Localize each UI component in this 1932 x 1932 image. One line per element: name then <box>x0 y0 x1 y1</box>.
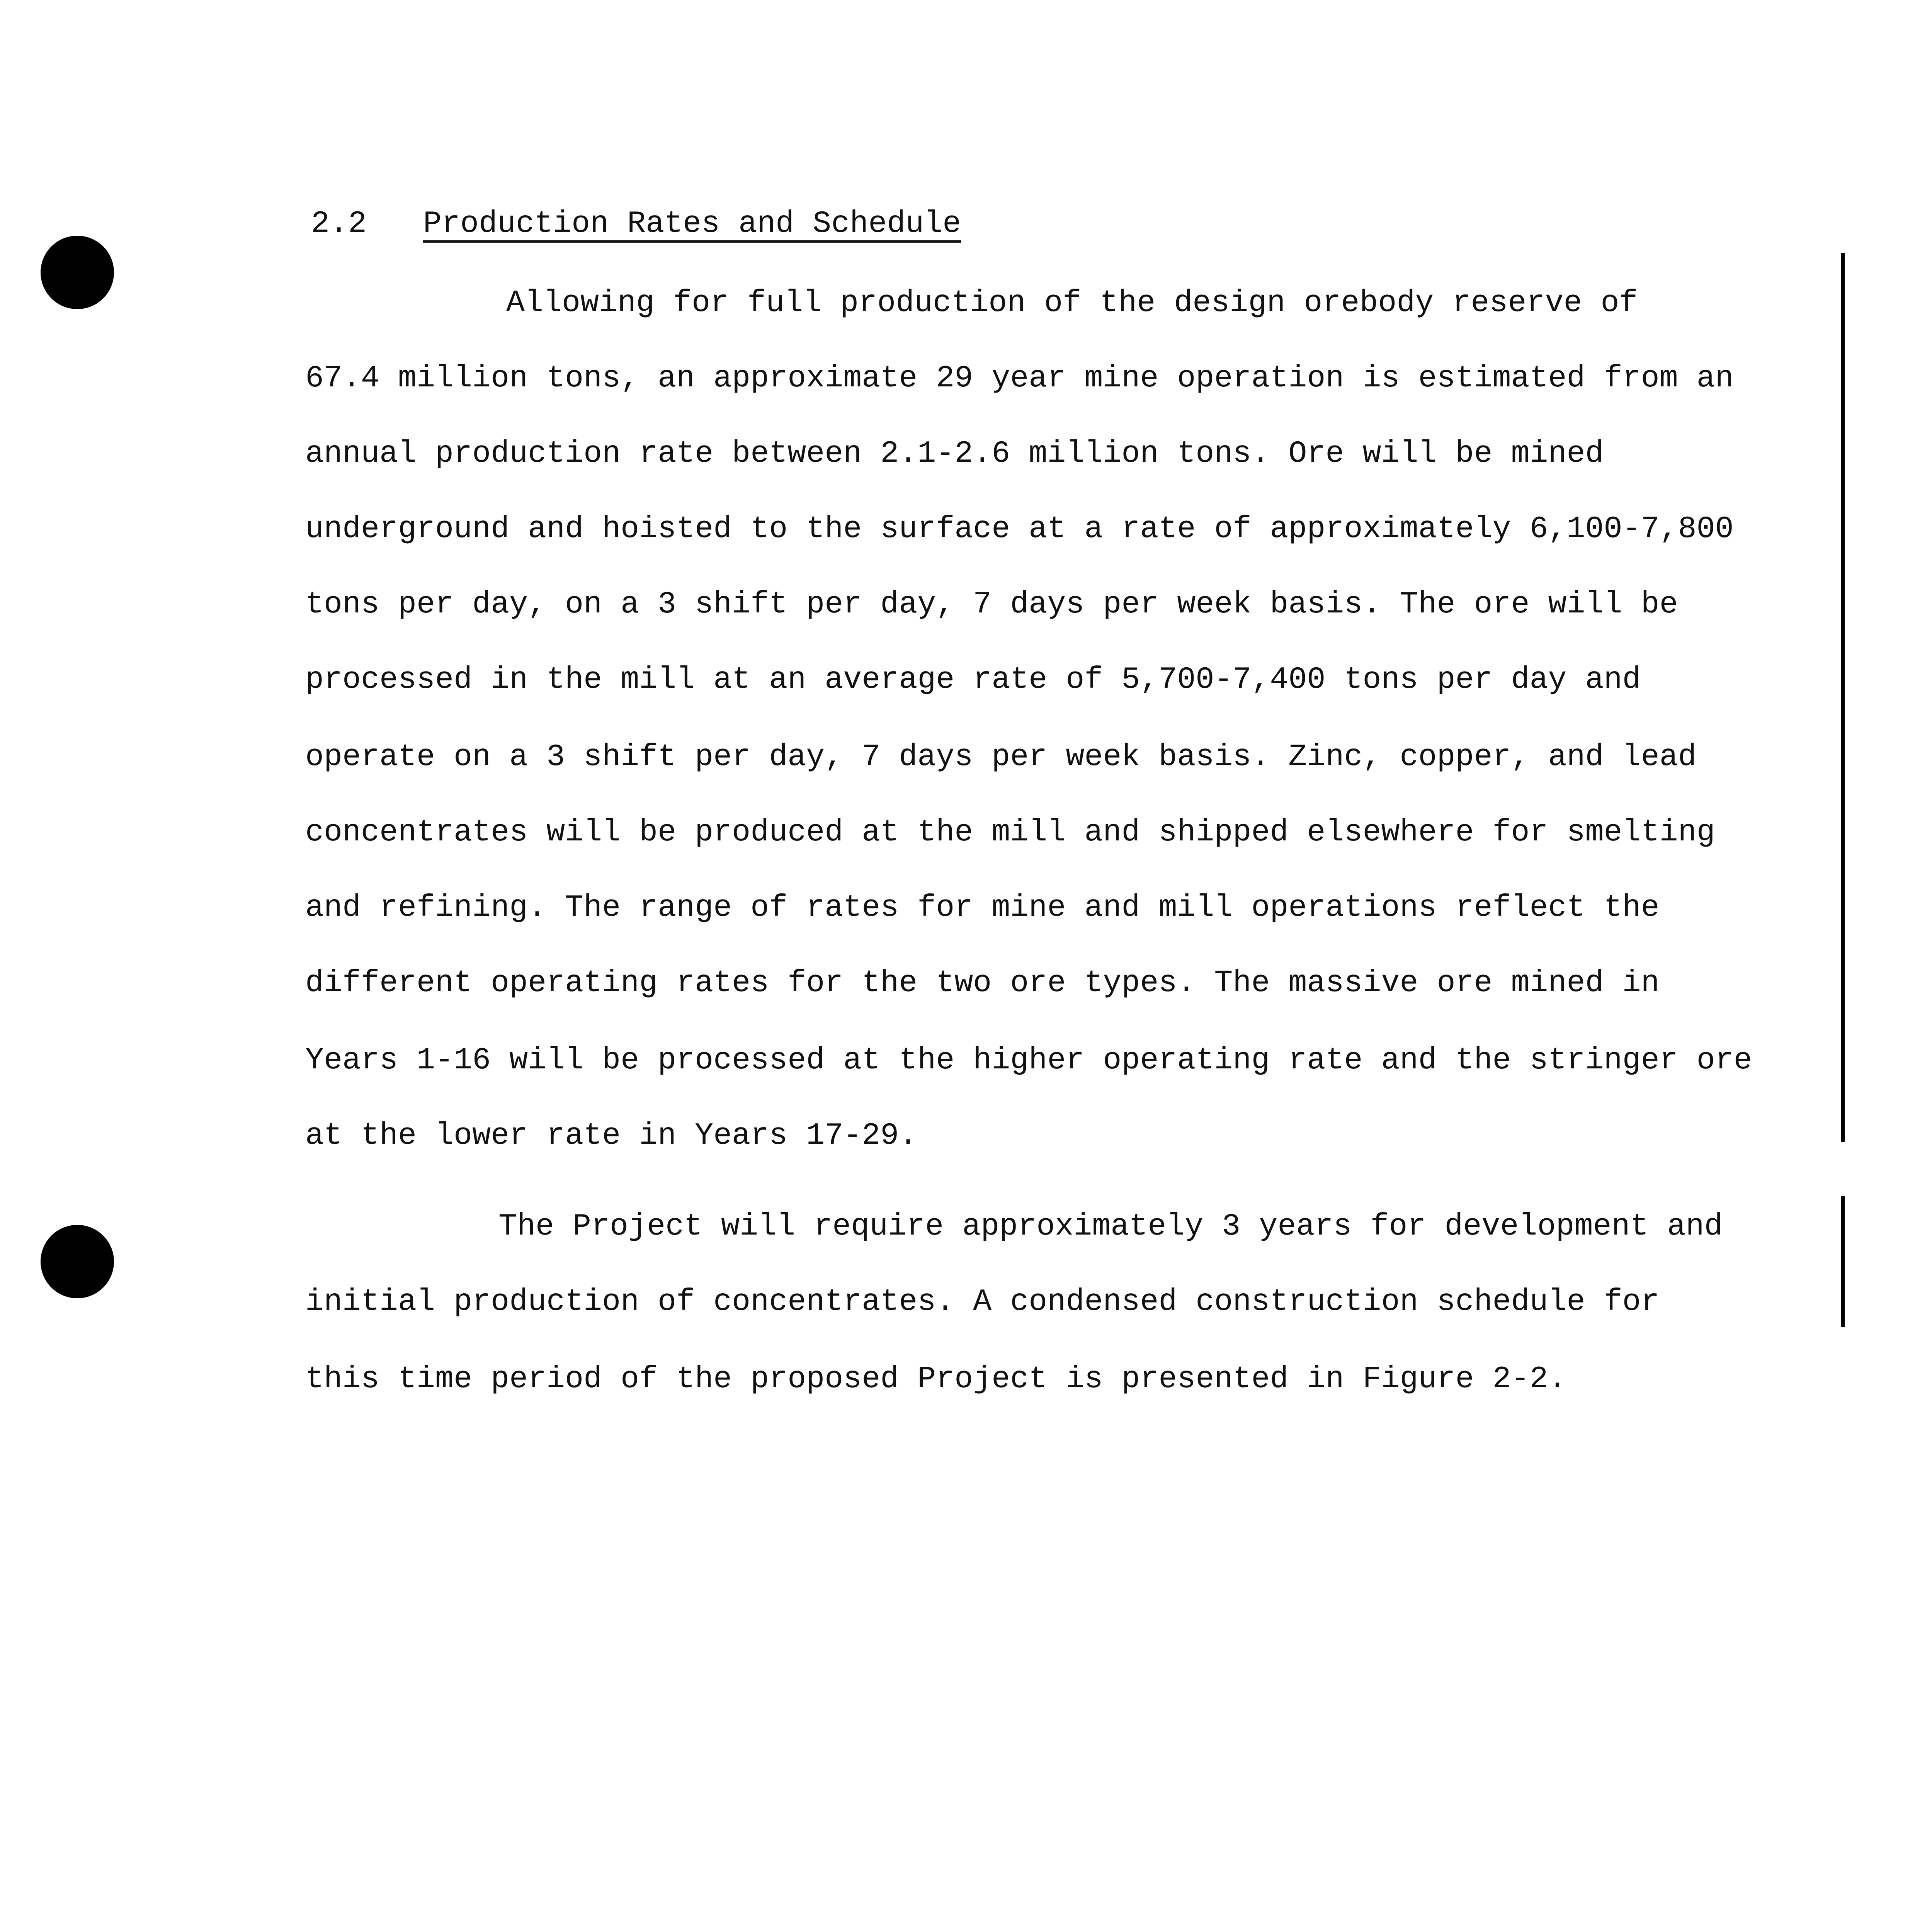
paragraph-1-line-9: and refining. The range of rates for mine and mill operations reflect the <box>305 890 1660 925</box>
paragraph-1-line-4: underground and hoisted to the surface at a rate of approximately 6,100-7,800 <box>305 512 1734 547</box>
paragraph-2-line-2: initial production of concentrates. A condensed construction schedule for <box>305 1284 1660 1320</box>
paragraph-1-line-7: operate on a 3 shift per day, 7 days per week basis. Zinc, copper, and lead <box>305 740 1697 775</box>
revision-bar-paragraph-2 <box>1841 1196 1845 1327</box>
paragraph-1-line-10: different operating rates for the two ore types. The massive ore mined in <box>305 966 1660 1001</box>
paragraph-1-line-12: at the lower rate in Years 17-29. <box>305 1118 918 1153</box>
paragraph-2-line-1: The Project will require approximately 3 years for development and <box>498 1209 1723 1244</box>
paragraph-1-line-2: 67.4 million tons, an approximate 29 year mine operation is estimated from an <box>305 361 1734 396</box>
paragraph-1-line-1: Allowing for full production of the design orebody reserve of <box>506 286 1638 321</box>
section-number: 2.2 <box>311 206 367 242</box>
paragraph-1-line-5: tons per day, on a 3 shift per day, 7 days per week basis. The ore will be <box>305 587 1678 622</box>
paragraph-1-line-8: concentrates will be produced at the mill and shipped elsewhere for smelting <box>305 815 1715 850</box>
punch-hole-top <box>41 236 114 309</box>
section-title: Production Rates and Schedule <box>423 206 961 242</box>
paragraph-2-line-3: this time period of the proposed Project is presented in Figure 2-2. <box>305 1362 1567 1397</box>
paragraph-1-line-3: annual production rate between 2.1-2.6 million tons. Ore will be mined <box>305 436 1604 471</box>
section-heading <box>311 201 961 247</box>
revision-bar-paragraph-1 <box>1841 253 1845 1142</box>
punch-hole-middle <box>41 1225 114 1298</box>
paragraph-1-line-6: processed in the mill at an average rate of 5,700-7,400 tons per day and <box>305 662 1641 697</box>
paragraph-1-line-11: Years 1-16 will be processed at the higher operating rate and the stringer ore <box>305 1043 1752 1078</box>
